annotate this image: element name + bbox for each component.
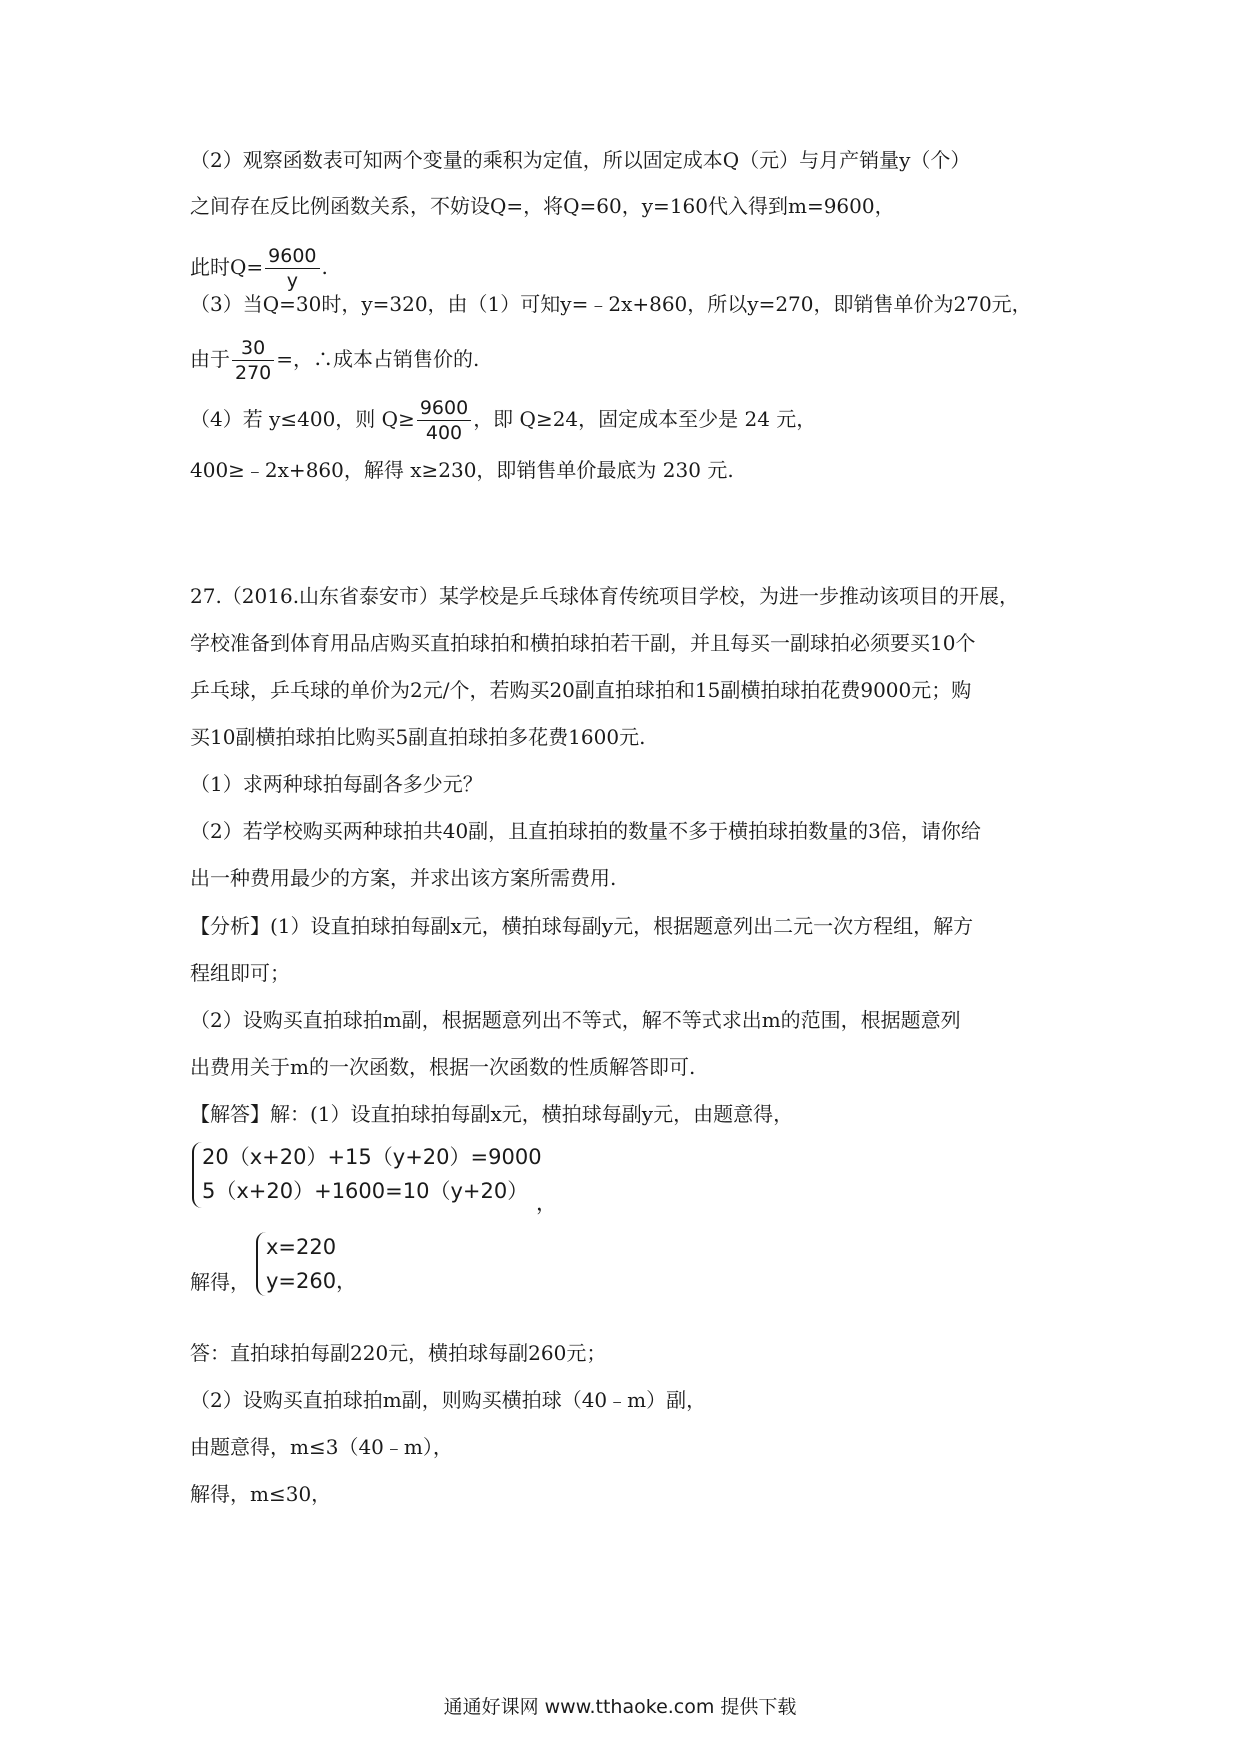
- text-line: [190, 390, 816, 448]
- text-line: 之间存在反比例函数关系，不妨设Q=，将Q=60，y=160代入得到m=9600，: [190, 194, 895, 218]
- text-line: （2）观察函数表可知两个变量的乘积为定值，所以固定成本Q（元）与月产销量y（个）: [190, 148, 971, 172]
- text-line: [190, 330, 479, 388]
- analysis-text: 出费用关于m的一次函数，根据一次函数的性质解答即可.: [190, 1055, 696, 1079]
- text-segment: 此时Q=: [190, 255, 264, 279]
- solution-y: y=260: [266, 1269, 337, 1293]
- solution-text: （2）设购买直拍球拍m副，则购买横拍球（40﹣m）副，: [190, 1388, 707, 1412]
- equation-2: 5（x+20）+1600=10（y+20）: [202, 1179, 529, 1203]
- page-footer: 通通好课网 www.tthaoke.com 提供下载: [443, 1696, 797, 1718]
- text-segment: =，∴成本占销售价的.: [276, 347, 480, 371]
- fraction-numerator: 9600: [417, 396, 471, 421]
- solution-text: 由题意得，m≤3（40﹣m），: [190, 1435, 453, 1459]
- question-text: 27.（2016.山东省泰安市）某学校是乒乓球体育传统项目学校，为进一步推动该项目的开展，: [190, 584, 1020, 608]
- fraction-denominator: y: [286, 270, 298, 292]
- solution-text: 答：直拍球拍每副220元，横拍球每副260元；: [190, 1341, 607, 1365]
- system-brace: [256, 1232, 266, 1296]
- analysis-text: （2）设购买直拍球拍m副，根据题意列出不等式，解不等式求出m的范围，根据题意列: [190, 1008, 961, 1032]
- analysis-text: 【分析】(1）设直拍球拍每副x元，横拍球每副y元，根据题意列出二元一次方程组，解方: [190, 914, 974, 938]
- fraction-numerator: 9600: [265, 244, 319, 269]
- text-segment: 由于: [190, 347, 230, 371]
- fraction: [417, 396, 471, 445]
- equation-1: 20（x+20）+15（y+20）=9000: [202, 1145, 542, 1169]
- text-line: [190, 238, 328, 296]
- solution-text: 解得，m≤30，: [190, 1482, 332, 1506]
- fraction-numerator: 30: [232, 336, 274, 361]
- fraction: [232, 336, 274, 385]
- text-segment: （4）若 y≤400，则 Q≥: [190, 407, 415, 431]
- question-text: 乒乓球，乒乓球的单价为2元/个，若购买20副直拍球拍和15副横拍球拍花费9000元；购: [190, 678, 972, 702]
- question-text: 出一种费用最少的方案，并求出该方案所需费用.: [190, 866, 617, 890]
- text-segment: ，即 Q≥24，固定成本至少是 24 元，: [473, 407, 817, 431]
- analysis-text: 程组即可；: [190, 961, 290, 985]
- text-line: （3）当Q=30时，y=320，由（1）可知y=﹣2x+860，所以y=270，即销售单价为270元，: [190, 292, 1032, 316]
- solution-x: x=220: [266, 1235, 337, 1259]
- question-text: （2）若学校购买两种球拍共40副，且直拍球拍的数量不多于横拍球拍数量的3倍，请你给: [190, 819, 981, 843]
- question-text: 学校准备到体育用品店购买直拍球拍和横拍球拍若干副，并且每买一副球拍必须要买10个: [190, 631, 976, 655]
- fraction-denominator: 400: [425, 422, 463, 444]
- solution-text: 【解答】解：(1）设直拍球拍每副x元，横拍球每副y元，由题意得，: [190, 1102, 794, 1126]
- question-text: （1）求两种球拍每副各多少元？: [190, 772, 483, 796]
- solution-text: 解得，: [190, 1270, 250, 1294]
- solution-comma: ，: [336, 1269, 357, 1293]
- text-segment: .: [321, 255, 328, 279]
- fraction-denominator: 270: [235, 362, 272, 384]
- equation-comma: ，: [536, 1191, 557, 1215]
- fraction: [265, 244, 319, 293]
- question-text: 买10副横拍球拍比购买5副直拍球拍多花费1600元.: [190, 725, 646, 749]
- system-brace: [192, 1142, 202, 1208]
- text-line: 400≥﹣2x+860，解得 x≥230，即销售单价最底为 230 元.: [190, 458, 734, 482]
